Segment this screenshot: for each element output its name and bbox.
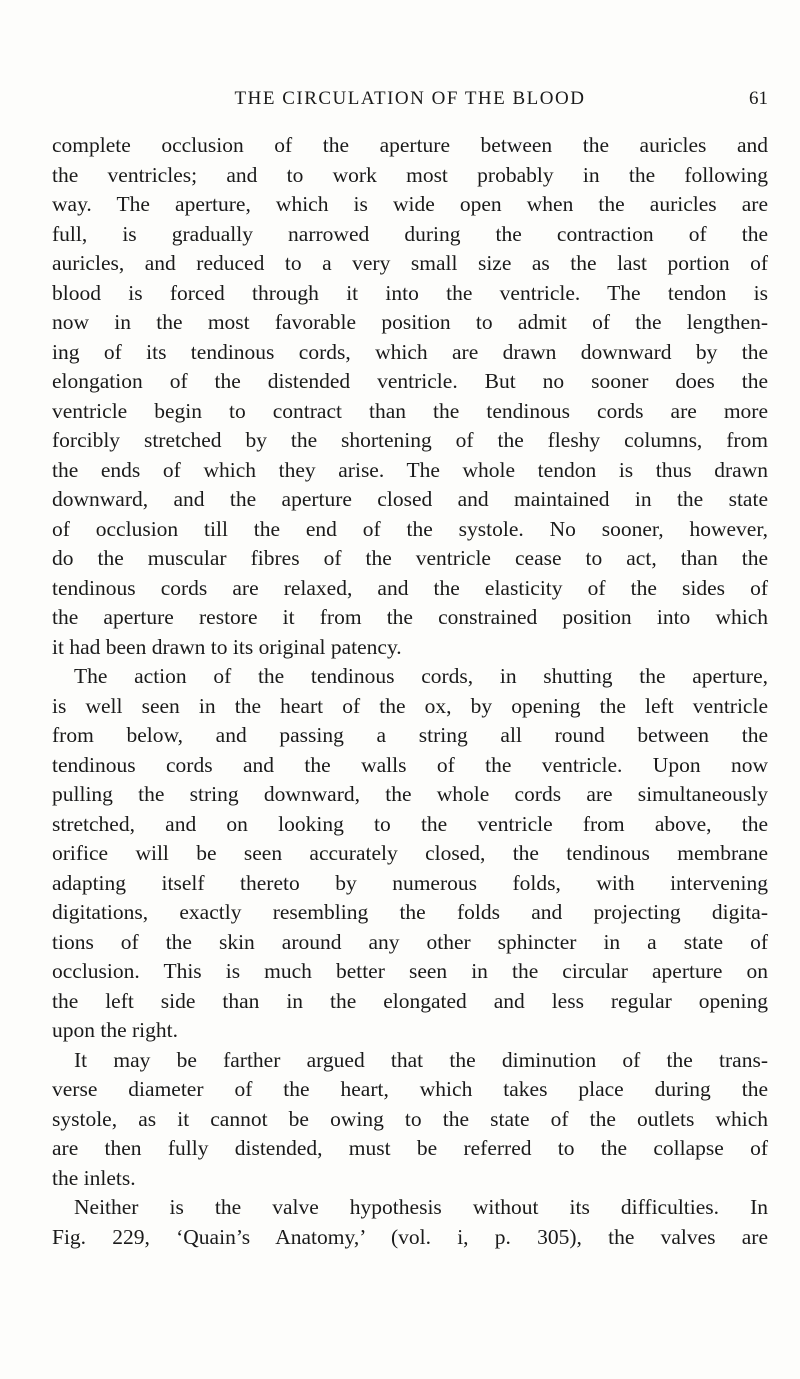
text-line: the ends of which they arise. The whole tendon is thus drawn <box>52 457 768 482</box>
text-line: orifice will be seen accurately closed, the tendinous membrane <box>52 841 768 865</box>
text-line: Fig. 229, ‘Quain’s Anatomy,’ (vol. i, p. 305), the valves are <box>52 1224 768 1249</box>
text-line: It may be farther argued that the diminution of the trans- <box>74 1047 768 1072</box>
text-line: tions of the skin around any other sphincter in a state of <box>52 929 768 954</box>
text-line: pulling the string downward, the whole cords are simultaneously <box>52 782 768 806</box>
text-line: adapting itself thereto by numerous folds, with intervening <box>52 870 768 895</box>
text-line: downward, and the aperture closed and maintained in the state <box>52 487 768 511</box>
text-line: is well seen in the heart of the ox, by opening the left ventricle <box>52 693 768 718</box>
text-line: tendinous cords and the walls of the ventricle. Upon now <box>52 752 768 777</box>
running-head <box>52 88 768 112</box>
text-line: it had been drawn to its original patency. <box>52 634 402 659</box>
text-line: tendinous cords are relaxed, and the elasticity of the sides of <box>52 575 768 600</box>
text-line: auricles, and reduced to a very small size as the last portion of <box>52 251 768 275</box>
text-line: The action of the tendinous cords, in shutting the aperture, <box>74 664 768 688</box>
text-line: now in the most favorable position to admit of the lengthen- <box>52 310 768 334</box>
text-line: forcibly stretched by the shortening of the fleshy columns, from <box>52 428 768 452</box>
text-line: full, is gradually narrowed during the contraction of the <box>52 221 768 246</box>
text-line: are then fully distended, must be referred to the collapse of <box>52 1136 768 1160</box>
text-line: Neither is the valve hypothesis without its difficulties. In <box>74 1195 768 1219</box>
text-line: blood is forced through it into the ventricle. The tendon is <box>52 280 768 305</box>
text-line: do the muscular fibres of the ventricle cease to act, than the <box>52 546 768 570</box>
page-number: 61 <box>749 88 768 109</box>
text-line: stretched, and on looking to the ventricle from above, the <box>52 811 768 836</box>
running-title: THE CIRCULATION OF THE BLOOD <box>234 88 586 109</box>
text-line: upon the right. <box>52 1018 178 1042</box>
text-line: complete occlusion of the aperture between the auricles and <box>52 133 768 157</box>
text-line: of occlusion till the end of the systole. No sooner, however, <box>52 516 768 541</box>
text-line: elongation of the distended ventricle. But no sooner does the <box>52 369 768 393</box>
text-line: from below, and passing a string all round between the <box>52 723 768 747</box>
text-line: the ventricles; and to work most probably in the following <box>52 162 768 187</box>
text-line: systole, as it cannot be owing to the state of the outlets which <box>52 1106 768 1131</box>
text-line: the aperture restore it from the constrained position into which <box>52 605 768 629</box>
text-line: verse diameter of the heart, which takes place during the <box>52 1077 768 1101</box>
text-line: the left side than in the elongated and less regular opening <box>52 988 768 1013</box>
text-line: digitations, exactly resembling the folds and projecting digita- <box>52 900 768 924</box>
text-line: ventricle begin to contract than the tendinous cords are more <box>52 398 768 423</box>
text-line: the inlets. <box>52 1165 136 1190</box>
text-line: ing of its tendinous cords, which are drawn downward by the <box>52 339 768 364</box>
text-line: way. The aperture, which is wide open when the auricles are <box>52 192 768 216</box>
body-text <box>52 131 768 1252</box>
text-line: occlusion. This is much better seen in the circular aperture on <box>52 959 768 983</box>
